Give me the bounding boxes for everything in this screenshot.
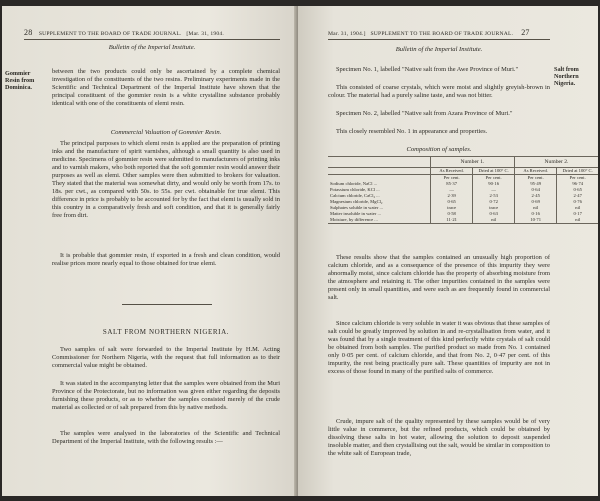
table-cell: 0·63 [473, 211, 515, 217]
right-margin-line-3: Nigeria. [554, 80, 576, 87]
group-header-number-2: Number 2. [514, 157, 598, 168]
row-label: Calcium chloride, CaCl₂ ... [330, 193, 380, 198]
table-cell: 0·76 [557, 199, 598, 205]
table-cell: 0·65 [430, 199, 472, 205]
right-paragraph-7 [328, 418, 550, 458]
left-paragraph-5 [52, 380, 280, 412]
left-bulletin-title: Bulletin of the Imperial Institute. [108, 44, 196, 51]
row-label: Sodium chloride, NaCl ... [330, 181, 378, 186]
table-cell: 0·64 [514, 187, 556, 193]
left-running-head [24, 28, 224, 37]
row-label: Moisture, by difference ... [328, 217, 430, 224]
left-opening-paragraph [52, 68, 280, 108]
table-cell: 2·47 [557, 193, 598, 199]
right-paragraph-7-text: Crude, impure salt of the quality represented by these samples would be of very little value in commerce, but the refined products, which could be obtained by dissolving these salts in hot water, allowing the solution to deposit suspended insoluble matter, and then crystallising out the salt, would be similar in composition to the white salt of European trade, [328, 418, 550, 457]
group-header-number-1: Number 1. [430, 157, 514, 168]
left-page-number: 28 [24, 28, 33, 37]
row-label: Sulphates soluble in water ... [330, 205, 383, 210]
right-paragraph-6-text: Since calcium chloride is very soluble in water it was obvious that these samples of salt could be greatly improved by solution in and re-crystallisation from water, and it was found that by a single treatment of this kind perfectly white crystals of salt could be obtained from both samples. The purified product so made from No. 1 contained only 0·05 per cent. of calcium chloride, and that from No. 2, 0·47 per cent. of this impurity, the rest being practically pure salt. These quantities of impurity are not in excess of those found in many of the purified salts of commerce. [328, 320, 550, 375]
composition-table-title: Composition of samples. [406, 146, 472, 153]
specimen-1-description-text: This consisted of coarse crystals, which were moist and slightly greyish-brown in colour. The material had a purely saline taste, and was not bitter. [328, 84, 550, 99]
right-bulletin-title: Bulletin of the Imperial Institute. [395, 46, 483, 53]
unit-1: Per cent. [430, 175, 472, 182]
left-date: [Mar. 31, 1904. [186, 31, 224, 37]
left-page [2, 6, 297, 496]
table-cell: — [430, 187, 472, 193]
table-cell: 85·37 [430, 181, 472, 187]
left-paragraph-4-text: Two samples of salt were forwarded to the Imperial Institute by H.M. Acting Commissioner for Northern Nigeria, with the request that full information as to their commercial value might be obtained. [52, 346, 280, 369]
table-row [328, 217, 598, 224]
left-paragraph-6-text: The samples were analysed in the laboratories of the Scientific and Technical Department of the Imperial Institute, with the following results :— [52, 430, 280, 445]
table-cell: 0·69 [514, 199, 556, 205]
right-page-number: 27 [521, 28, 530, 37]
table-cell: nil [514, 205, 556, 211]
table-cell: trace [430, 205, 472, 211]
specimen-1-label [328, 66, 550, 74]
table-cell: 0·58 [430, 211, 472, 217]
col-header-4: Dried at 100° C. [557, 168, 598, 175]
commercial-valuation-heading: Commercial Valuation of Gommier Resin. [110, 129, 222, 136]
table-cell: 0·17 [557, 211, 598, 217]
table-cell: 10·71 [514, 217, 556, 224]
right-running-head [328, 28, 530, 37]
table-cell: nil [473, 217, 515, 224]
left-paragraph-4 [52, 346, 280, 370]
table-cell: nil [557, 205, 598, 211]
col-header-2: Dried at 100° C. [473, 168, 515, 175]
table-cell: 95·49 [514, 181, 556, 187]
left-margin-note [5, 70, 34, 91]
left-paragraph-2-text: The principal purposes to which elemi resin is applied are the preparation of printing inks and the manufacture of spirit varnishes, although a small quantity is also used in medicine. Specimens of gommier resin were submitted to manufacturers of printing inks and to varnish makers, who both reported that the soft gommier resin would answer their purposes as well as elemi. Other samples were then submitted to brokers for valuation. They stated that the material was somewhat dirty, and would only be worth from 17s. to 18s. per cwt., as compared with 50s. to 55s. per cwt. obtainable for true elemi. This difference in price is probably to be accounted for by the fact that elemi is usually sold in this country in a comparatively fresh and soft condition, and that it is generally fairly free from dirt. [52, 140, 280, 219]
table-cell: 11·21 [430, 217, 472, 224]
right-paragraph-5 [328, 254, 550, 302]
section-divider [122, 304, 212, 305]
row-label: Matter insoluble in water ... [330, 211, 381, 216]
left-paragraph-3 [52, 252, 280, 268]
specimen-1-description [328, 84, 550, 100]
specimen-2-text: Specimen No. 2, labelled "Native salt from Azara Province of Muri." [336, 110, 513, 117]
unit-4: Per cent. [557, 175, 598, 182]
row-label: Potassium chloride, KCl ... [330, 187, 380, 192]
left-opening-text: between the two products could only be ascertained by a complete chemical investigation of the constituents of the two resins. Preliminary experiments made in the Scientific and Technical Department of the Imperial Institute have shown that the principal constituent of the gommier resin is a white crystalline substance probably identical with one of the constituents of elemi resin. [52, 68, 280, 107]
table-cell: 2·45 [514, 193, 556, 199]
left-margin-line-3: Dominica. [5, 84, 32, 91]
row-label: Magnesium chloride, MgCl₂ [330, 199, 383, 204]
salt-section-heading: SALT FROM NORTHERN NIGERIA. [102, 328, 230, 336]
table-cell: 0·16 [514, 211, 556, 217]
left-paragraph-5-text: It was stated in the accompanying letter that the samples were obtained from the Muri Province of the Protectorate, but no information was given either regarding the deposits furnishing these products, or as to whether the samples consisted merely of the crude material as collected or of salt prepared from this by native methods. [52, 380, 280, 411]
unit-2: Per cent. [473, 175, 515, 182]
left-paragraph-6 [52, 430, 280, 446]
specimen-1-text: Specimen No. 1, labelled "Native salt from the Awe Province of Muri." [336, 66, 519, 73]
col-header-1: As Received. [430, 168, 472, 175]
right-margin-line-1: Salt from [554, 66, 579, 73]
table-cell: 90·16 [473, 181, 515, 187]
right-journal-title: SUPPLEMENT TO THE BOARD OF TRADE JOURNAL. [370, 31, 514, 37]
left-margin-line-2: Resin from [5, 77, 35, 84]
left-head-rule [24, 39, 280, 40]
table-cell: 2·53 [473, 193, 515, 199]
left-paragraph-2 [52, 140, 280, 220]
table-cell: 2·39 [430, 193, 472, 199]
table-cell: trace [473, 205, 515, 211]
right-margin-note [554, 66, 579, 87]
unit-3: Per cent. [514, 175, 556, 182]
right-paragraph-6 [328, 320, 550, 376]
specimen-2-label [328, 110, 550, 118]
table-cell: 96·74 [557, 181, 598, 187]
right-page [298, 6, 598, 496]
specimen-2-description-text: This closely resembled No. 1 in appearance and properties. [336, 128, 488, 135]
table-cell: 0·65 [557, 187, 598, 193]
specimen-2-description [328, 128, 550, 136]
table-cell: nil [557, 217, 598, 224]
left-paragraph-3-text: It is probable that gommier resin, if exported in a fresh and clean condition, would realise prices more nearly equal to those obtained for true elemi. [52, 252, 280, 267]
table-cell: — [473, 187, 515, 193]
left-margin-line-1: Gommier [5, 70, 31, 77]
left-journal-title: SUPPLEMENT TO THE BOARD OF TRADE JOURNAL. [38, 31, 182, 37]
col-header-3: As Received. [514, 168, 556, 175]
right-paragraph-5-text: These results show that the samples contained an unusually high proportion of calcium chloride, and as a consequence of the presence of this impurity they were abnormally moist, since calcium chloride has the property of absorbing moisture from the atmosphere and retaining it. The other impurities contained in the samples were present only in small quantities, and were such as are frequently found in commercial salt. [328, 254, 550, 301]
table-cell: 0·72 [473, 199, 515, 205]
right-date: Mar. 31, 1904.] [328, 31, 366, 37]
right-margin-line-2: Northern [554, 73, 579, 80]
right-head-rule [328, 39, 550, 40]
composition-table [328, 156, 598, 224]
